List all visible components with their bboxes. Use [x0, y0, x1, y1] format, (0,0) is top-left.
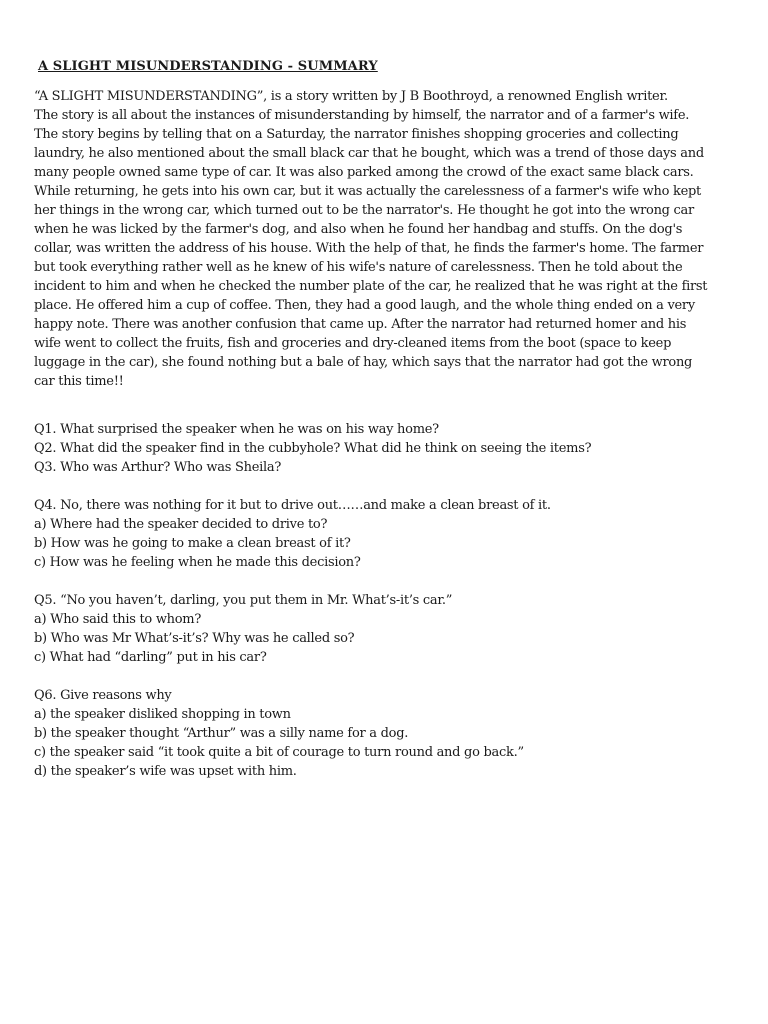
question-subline: a) the speaker disliked shopping in town [34, 707, 291, 722]
document-title: A SLIGHT MISUNDERSTANDING - SUMMARY [38, 59, 378, 74]
question-group-q6 [34, 686, 734, 781]
question-line: Q5. “No you haven’t, darling, you put them in Mr. What’s-it’s car.” [34, 593, 453, 608]
summary-line: car this time!! [34, 374, 124, 389]
question-line: Q4. No, there was nothing for it but to drive out……and make a clean breast of it. [34, 498, 551, 513]
summary-paragraph [34, 87, 734, 391]
summary-line: wife went to collect the fruits, fish and groceries and dry-cleaned items from the boot (space to keep [34, 336, 672, 351]
summary-line: many people owned same type of car. It was also parked among the crowd of the exact same black cars. [34, 165, 694, 180]
summary-line: when he was licked by the farmer's dog, and also when he found her handbag and stuffs. On the dog's [34, 222, 683, 237]
questions-section [34, 420, 734, 800]
question-group-q5 [34, 591, 734, 667]
question-subline: b) the speaker thought “Arthur” was a silly name for a dog. [34, 726, 409, 741]
question-subline: c) What had “darling” put in his car? [34, 650, 267, 665]
summary-line: laundry, he also mentioned about the small black car that he bought, which was a trend of those days and [34, 146, 704, 161]
summary-line: but took everything rather well as he knew of his wife's nature of carelessness. Then he told about the [34, 260, 683, 275]
question-subline: b) Who was Mr What’s-it’s? Why was he called so? [34, 631, 355, 646]
summary-line: The story begins by telling that on a Saturday, the narrator finishes shopping groceries and collecting [34, 127, 679, 142]
question-subline: a) Who said this to whom? [34, 612, 202, 627]
summary-line: While returning, he gets into his own car, but it was actually the carelessness of a farmer's wife who kept [34, 184, 702, 199]
question-subline: d) the speaker’s wife was upset with him. [34, 764, 297, 779]
question-subline: a) Where had the speaker decided to drive to? [34, 517, 328, 532]
summary-line: “A SLIGHT MISUNDERSTANDING”, is a story written by J B Boothroyd, a renowned English writer. [34, 89, 668, 104]
summary-line: place. He offered him a cup of coffee. Then, they had a good laugh, and the whole thing ended on a very [34, 298, 695, 313]
question-group-q4 [34, 496, 734, 572]
summary-line: incident to him and when he checked the number plate of the car, he realized that he was right at the first [34, 279, 708, 294]
question-line: Q6. Give reasons why [34, 688, 172, 703]
question-subline: c) How was he feeling when he made this decision? [34, 555, 361, 570]
summary-line: her things in the wrong car, which turned out to be the narrator's. He thought he got into the wrong car [34, 203, 694, 218]
summary-line: luggage in the car), she found nothing but a bale of hay, which says that the narrator had got the wrong [34, 355, 693, 370]
question-subline: b) How was he going to make a clean breast of it? [34, 536, 351, 551]
question-subline: c) the speaker said “it took quite a bit of courage to turn round and go back.” [34, 745, 524, 760]
question-line: Q3. Who was Arthur? Who was Sheila? [34, 460, 282, 475]
summary-line: collar, was written the address of his house. With the help of that, he finds the farmer's home. The farmer [34, 241, 704, 256]
question-group-q1-q3 [34, 420, 734, 477]
question-line: Q1. What surprised the speaker when he was on his way home? [34, 422, 439, 437]
question-line: Q2. What did the speaker find in the cubbyhole? What did he think on seeing the items? [34, 441, 592, 456]
summary-line: The story is all about the instances of misunderstanding by himself, the narrator and of a farmer's wife. [34, 108, 690, 123]
summary-line: happy note. There was another confusion that came up. After the narrator had returned homer and his [34, 317, 687, 332]
